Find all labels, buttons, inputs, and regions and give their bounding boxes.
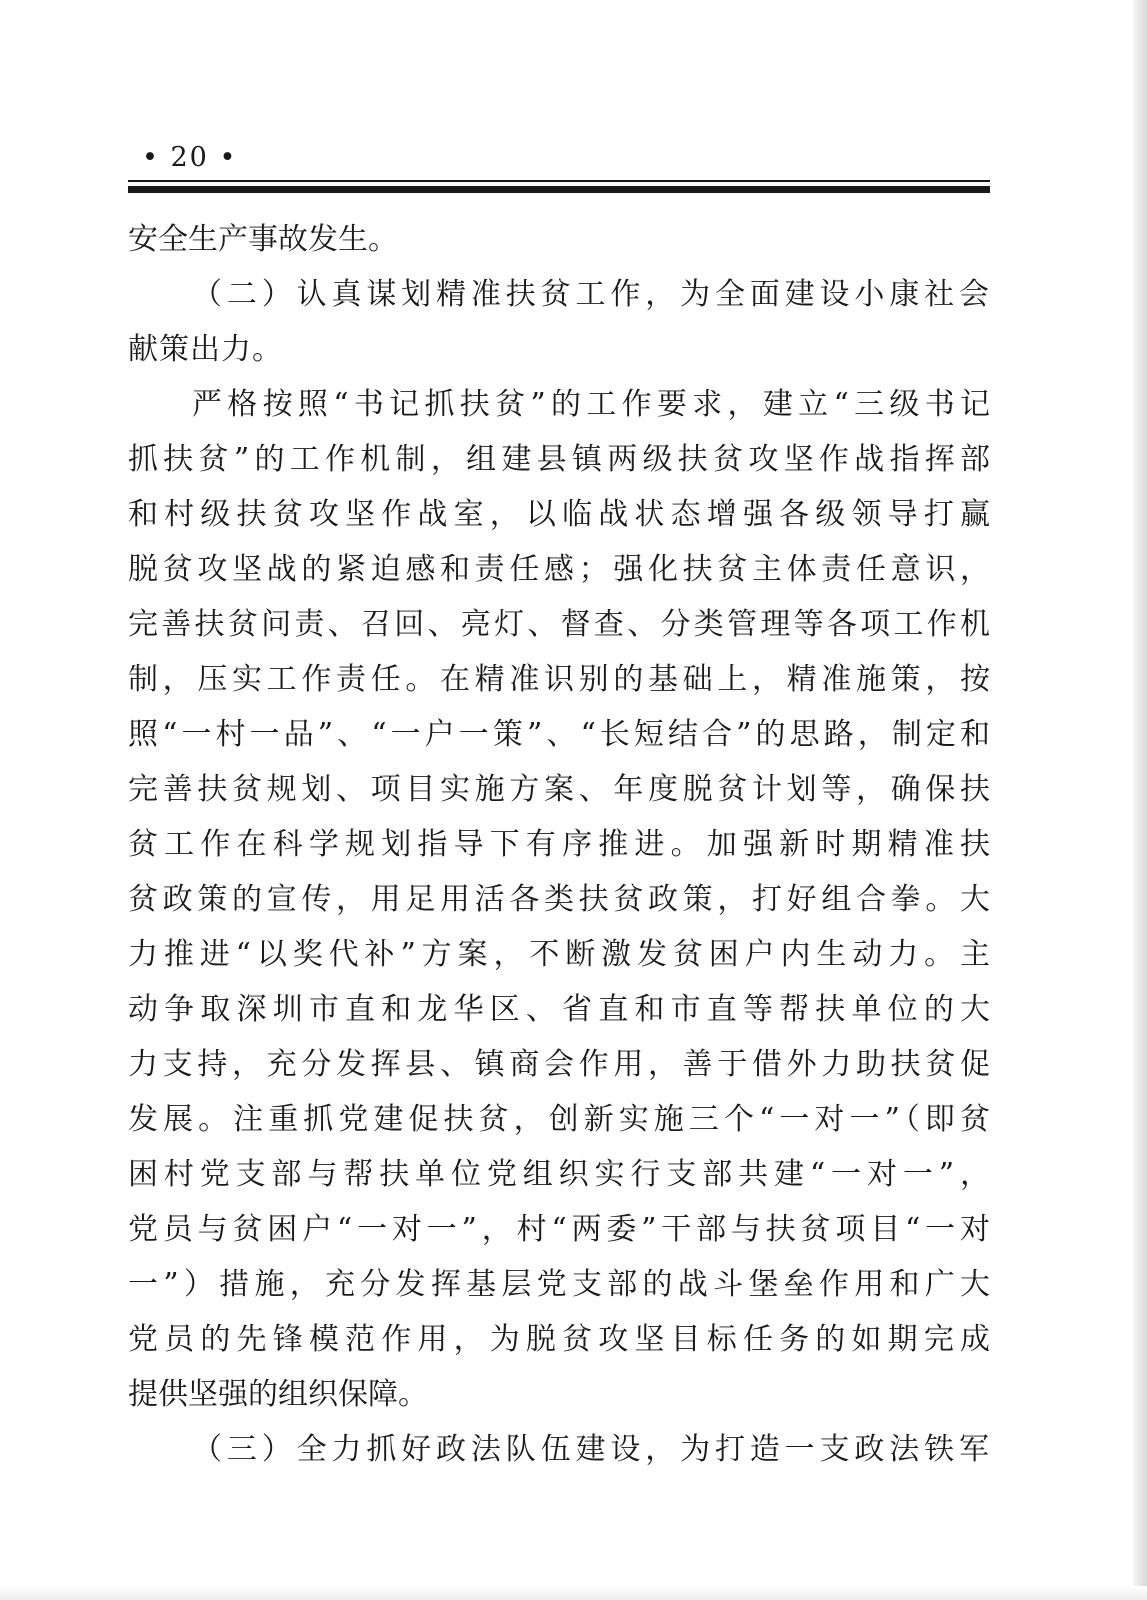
text-line: 动争取深圳市直和龙华区、省直和市直等帮扶单位的大 bbox=[128, 992, 990, 1027]
text-line: 贫工作在科学规划指导下有序推进。加强新时期精准扶 bbox=[128, 827, 990, 862]
text-line: 发展。注重抓党建促扶贫，创新实施三个“一对一”（即贫 bbox=[128, 1102, 990, 1137]
paragraph-poverty-alleviation bbox=[128, 377, 990, 1422]
text-line: 安全生产事故发生。 bbox=[128, 222, 398, 257]
scan-edge-right bbox=[1133, 0, 1147, 1600]
paragraph-continuation bbox=[128, 212, 990, 267]
page-header bbox=[128, 140, 990, 193]
page-number: • 20 • bbox=[142, 142, 238, 173]
text-line: （三）全力抓好政法队伍建设，为打造一支政法铁军 bbox=[192, 1432, 990, 1467]
body-text bbox=[128, 212, 990, 1477]
text-line: 完善扶贫问责、召回、亮灯、督查、分类管理等各项工作机 bbox=[128, 607, 990, 642]
text-line: 制，压实工作责任。在精准识别的基础上，精准施策，按 bbox=[128, 662, 990, 697]
section-heading-3 bbox=[128, 1422, 990, 1477]
text-line: 困村党支部与帮扶单位党组织实行支部共建“一对一”， bbox=[128, 1157, 990, 1192]
text-line: 脱贫攻坚战的紧迫感和责任感；强化扶贫主体责任意识， bbox=[128, 552, 990, 587]
text-line: 和村级扶贫攻坚作战室，以临战状态增强各级领导打赢 bbox=[128, 497, 990, 532]
text-line: 党员的先锋模范作用，为脱贫攻坚目标任务的如期完成 bbox=[128, 1322, 990, 1357]
scan-edge-bottom bbox=[0, 1586, 1147, 1600]
header-rule-thick bbox=[128, 186, 990, 193]
text-line: 党员与贫困户“一对一”，村“两委”干部与扶贫项目“一对 bbox=[128, 1212, 990, 1247]
section-heading-2 bbox=[128, 267, 990, 377]
text-line: 严格按照“书记抓扶贫”的工作要求，建立“三级书记 bbox=[192, 387, 990, 422]
text-line: （二）认真谋划精准扶贫工作，为全面建设小康社会 bbox=[192, 277, 990, 312]
text-line: 照“一村一品”、“一户一策”、“长短结合”的思路，制定和 bbox=[128, 717, 990, 752]
text-line: 提供坚强的组织保障。 bbox=[128, 1377, 428, 1412]
header-rule-thin bbox=[128, 180, 990, 182]
text-line: 抓扶贫”的工作机制，组建县镇两级扶贫攻坚作战指挥部 bbox=[128, 442, 990, 477]
text-line: 一”）措施，充分发挥基层党支部的战斗堡垒作用和广大 bbox=[128, 1267, 990, 1302]
text-line: 力支持，充分发挥县、镇商会作用，善于借外力助扶贫促 bbox=[128, 1047, 990, 1082]
text-line: 完善扶贫规划、项目实施方案、年度脱贫计划等，确保扶 bbox=[128, 772, 990, 807]
text-line: 力推进“以奖代补”方案，不断激发贫困户内生动力。主 bbox=[128, 937, 990, 972]
text-line: 献策出力。 bbox=[128, 332, 283, 367]
text-line: 贫政策的宣传，用足用活各类扶贫政策，打好组合拳。大 bbox=[128, 882, 990, 917]
